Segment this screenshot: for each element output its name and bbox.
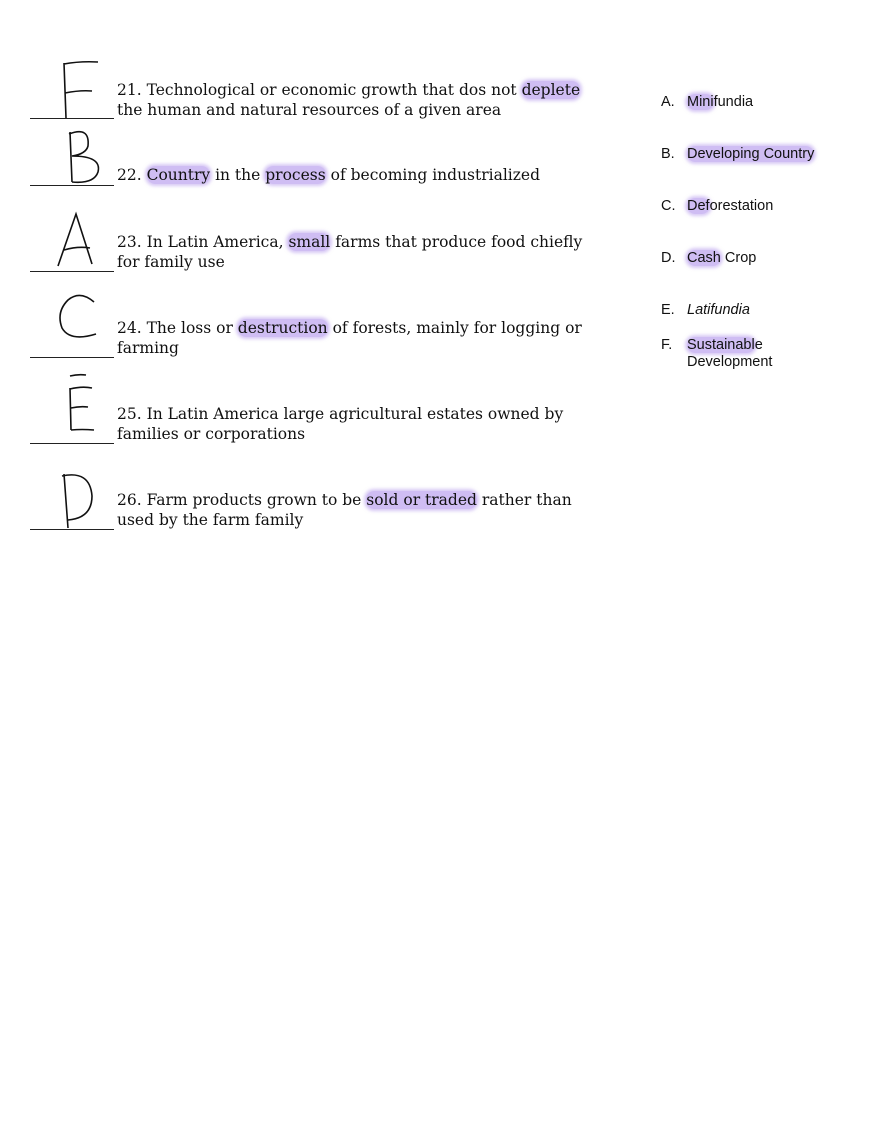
question-number: 23. (117, 233, 147, 251)
handwritten-answer-b (40, 124, 110, 186)
option-e (661, 302, 837, 319)
question-text (117, 404, 587, 444)
question-number: 24. (117, 319, 147, 337)
question-text-segment: Farm products grown to be (146, 491, 367, 509)
highlighted-text: deplete (521, 81, 581, 99)
answer-blank[interactable] (30, 529, 114, 530)
option-letter: B. (661, 146, 675, 162)
highlighted-text: destruction (237, 319, 328, 337)
question-text-segment: of becoming industrialized (325, 166, 541, 184)
answer-blank[interactable] (30, 443, 114, 444)
option-letter: D. (661, 250, 676, 266)
option-letter: F. (661, 337, 673, 353)
option-term-rest: fundia (713, 94, 754, 110)
option-term (687, 146, 837, 163)
option-letter: E. (661, 302, 675, 318)
question-text (117, 490, 587, 530)
option-f (661, 337, 787, 371)
highlighted-text: Country (146, 166, 211, 184)
question-text (117, 165, 587, 185)
answer-blank[interactable] (30, 185, 114, 186)
question-text (117, 232, 587, 272)
question-number: 25. (117, 405, 147, 423)
option-term-rest: e Development (687, 337, 773, 370)
option-b (661, 146, 837, 163)
highlighted-text: Developing Country (687, 146, 815, 162)
option-term (687, 198, 837, 215)
handwritten-answer-f (40, 58, 110, 120)
question-text-segment: In Latin America large agricultural estates owned by families or corporations (117, 405, 564, 443)
option-term-rest: orestation (709, 198, 774, 214)
handwritten-answer-a (40, 208, 110, 270)
highlighted-text: Mini (687, 94, 714, 110)
handwritten-answer-e (40, 372, 110, 434)
answer-blank[interactable] (30, 357, 114, 358)
question-text-segment: of forests, mainly for logging or farming (117, 319, 582, 357)
option-term (687, 94, 837, 111)
question-text-segment: In Latin America, (146, 233, 289, 251)
highlighted-text: process (265, 166, 326, 184)
question-text-segment: the human and natural resources of a given area (117, 101, 502, 119)
question-text-segment: in the (210, 166, 266, 184)
option-letter: C. (661, 198, 676, 214)
question-number: 22. (117, 166, 147, 184)
highlighted-text: Def (687, 198, 710, 214)
option-term (687, 250, 837, 267)
handwritten-answer-c (40, 290, 110, 352)
option-term: Latifundia (687, 302, 750, 318)
handwritten-answer-d (40, 468, 110, 530)
question-number: 21. (117, 81, 147, 99)
option-letter: A. (661, 94, 675, 110)
option-c (661, 198, 837, 215)
highlighted-text: Sustainabl (687, 337, 755, 353)
answer-blank[interactable] (30, 118, 114, 119)
question-text-segment: Technological or economic growth that dos not (146, 81, 522, 99)
question-text-segment: rather than used by the farm family (117, 491, 572, 529)
option-d (661, 250, 837, 267)
option-term (687, 337, 787, 371)
question-text (117, 318, 587, 358)
highlighted-text: Cash (687, 250, 721, 266)
question-text (117, 80, 587, 120)
option-term-rest: Crop (720, 250, 757, 266)
question-number: 26. (117, 491, 147, 509)
question-text-segment: farms that produce food chiefly for family use (117, 233, 583, 271)
question-text-segment: The loss or (146, 319, 238, 337)
answer-blank[interactable] (30, 271, 114, 272)
highlighted-text: sold or traded (366, 491, 477, 509)
highlighted-text: small (288, 233, 331, 251)
option-a (661, 94, 837, 111)
